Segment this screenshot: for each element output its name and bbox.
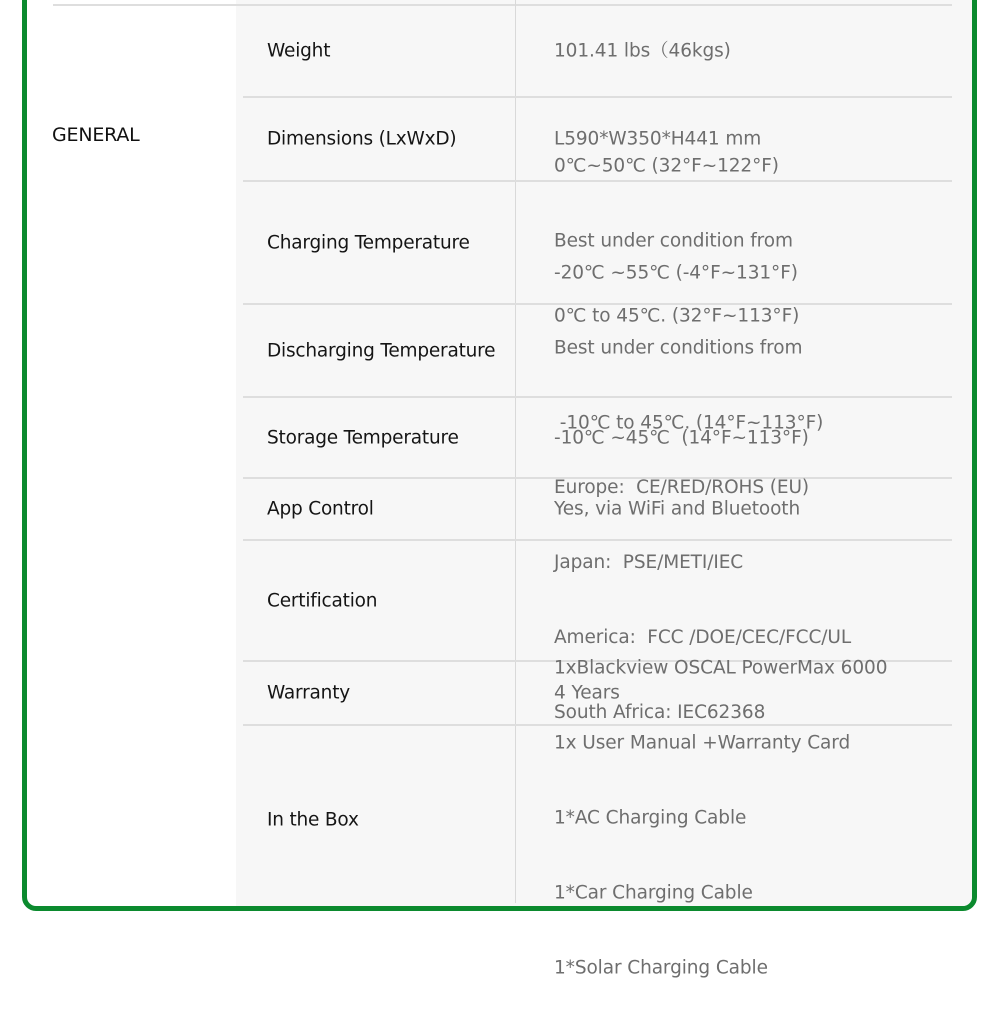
value-line: L590*W350*H441 mm [554, 128, 762, 150]
spec-label: In the Box [267, 809, 359, 831]
spec-label: Charging Temperature [267, 232, 470, 253]
value-line: 1x User Manual +Warranty Card [554, 732, 851, 754]
spec-label: Warranty [267, 682, 350, 704]
spec-value [554, 606, 887, 1031]
value-line: 0℃ to 45℃. (32°F~113°F) [554, 305, 800, 326]
value-line: Japan: PSE/METI/IEC [554, 551, 744, 573]
value-line: 1*Solar Charging Cable [554, 957, 768, 979]
spec-label: Dimensions (LxWxD) [267, 128, 457, 150]
value-line: -10℃ ~45℃ (14°F~113°F) [554, 427, 809, 448]
value-line: Best under condition from [554, 230, 793, 251]
value-line: -20℃ ~55℃ (-4°F~131°F) [554, 262, 798, 283]
spec-label: Storage Temperature [267, 427, 459, 448]
spec-label: App Control [267, 498, 374, 520]
value-line: America: FCC /DOE/CEC/FCC/UL [554, 626, 852, 648]
spec-label: Weight [267, 40, 331, 62]
value-line: South Africa: IEC62368 [554, 701, 766, 723]
spec-label: Discharging Temperature [267, 340, 496, 361]
value-line: 1*AC Charging Cable [554, 807, 747, 829]
value-line: Yes, via WiFi and Bluetooth [554, 498, 801, 520]
value-line: 4 Years [554, 682, 620, 704]
value-line: -10℃ to 45℃. (14°F~113°F) [554, 412, 824, 433]
value-line: Best under conditions from [554, 337, 803, 358]
value-line: 0℃~50℃ (32°F~122°F) [554, 155, 779, 176]
value-line: 1xBlackview OSCAL PowerMax 6000 [554, 657, 888, 679]
value-line: 101.41 lbs（46kgs) [554, 40, 731, 62]
spec-label: Certification [267, 590, 378, 611]
value-line: 1*Car Charging Cable [554, 882, 753, 904]
value-line: Europe: CE/RED/ROHS (EU) [554, 476, 810, 498]
category-label: GENERAL [52, 124, 140, 146]
